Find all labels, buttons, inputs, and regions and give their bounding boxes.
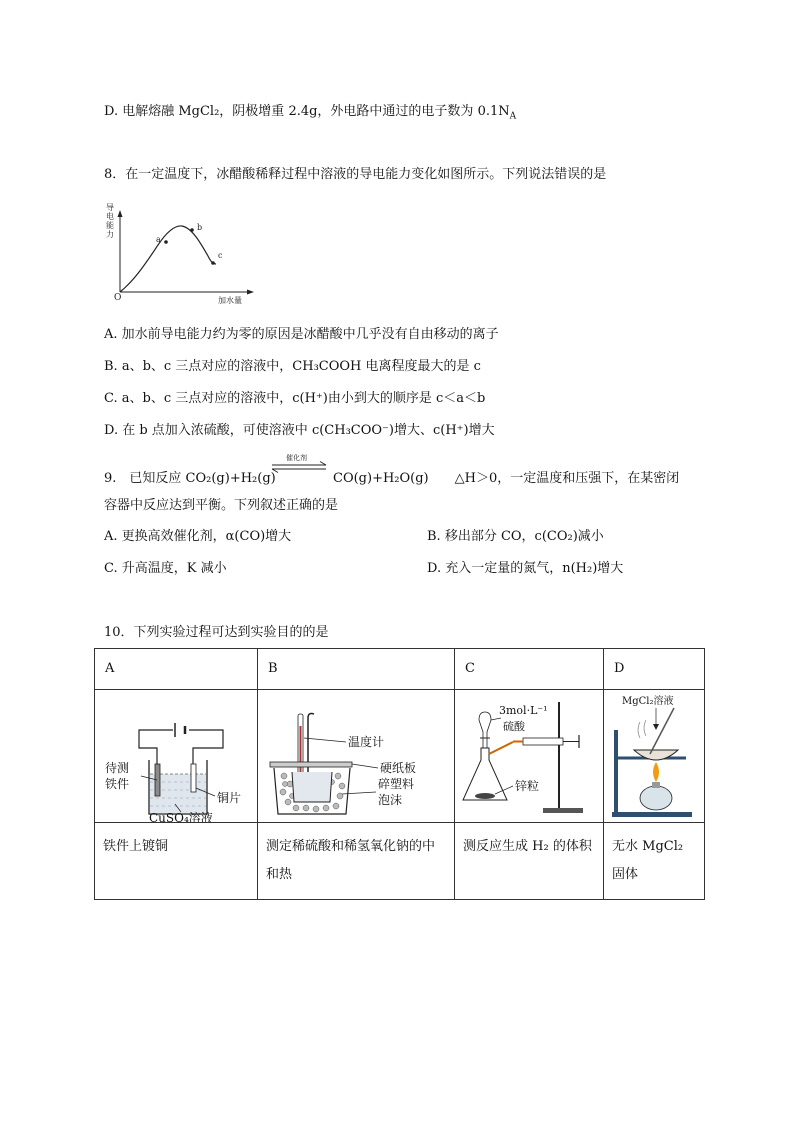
q8-option-c: C. a、b、c 三点对应的溶液中，c(H⁺)由小到大的顺序是 c＜a＜b xyxy=(104,391,486,406)
gas-volume-diagram xyxy=(455,690,603,822)
q9-stem-line2: 容器中反应达到平衡。下列叙述正确的是 xyxy=(104,498,339,513)
y-axis-label-char: 电 xyxy=(106,212,114,221)
label-foam-2: 泡沫 xyxy=(378,793,403,807)
origin-label: O xyxy=(114,293,122,303)
y-axis-arrow xyxy=(118,210,123,217)
y-axis-label-char: 导 xyxy=(106,203,114,212)
cardboard xyxy=(270,762,352,767)
label-mgcl2-solution: MgCl₂溶液 xyxy=(622,696,674,707)
alcohol-lamp xyxy=(640,786,672,810)
calorimeter-diagram xyxy=(258,690,454,822)
q9-option-a: A. 更换高效催化剂，α(CO)增大 xyxy=(104,529,292,544)
x-axis-arrow xyxy=(247,290,254,295)
diagram-cell-a xyxy=(95,690,258,823)
diagram-cell-b xyxy=(258,690,455,823)
conical-flask xyxy=(463,748,507,800)
label-part-to-test-1: 待测 xyxy=(105,761,130,775)
point-a xyxy=(164,240,168,244)
q9-option-c: C. 升高温度，K 减小 xyxy=(104,561,227,576)
purpose-b: 测定稀硫酸和稀氢氧化钠的中和热 xyxy=(266,839,436,882)
purpose-cell-c xyxy=(455,823,604,900)
flame xyxy=(653,762,659,782)
header-cell-b xyxy=(258,649,455,690)
q8-stem: 8．在一定温度下，冰醋酸稀释过程中溶液的导电能力变化如图所示。下列说法错误的是 xyxy=(104,167,607,182)
y-axis-label xyxy=(106,202,114,239)
q7-option-d xyxy=(104,103,516,126)
equilibrium-arrow-icon xyxy=(270,452,328,478)
label-copper: 铜片 xyxy=(217,791,242,805)
q8-option-d: D. 在 b 点加入浓硫酸，可使溶液中 c(CH₃COO⁻)增大、c(H⁺)增大 xyxy=(104,423,495,438)
point-c xyxy=(211,261,215,265)
q9-stem-right: CO(g)+H₂O(g) △H＞0，一定温度和压强下，在某密闭 xyxy=(333,471,680,486)
zinc-granules xyxy=(475,793,495,799)
label-zinc: 锌粒 xyxy=(515,779,540,793)
purpose-a: 铁件上镀铜 xyxy=(103,839,169,854)
q9-option-d: D. 充入一定量的氮气，n(H₂)增大 xyxy=(427,561,624,576)
q9-stem-left: 9. 已知反应 CO₂(g)+H₂(g) xyxy=(104,471,276,486)
q8-option-b: B. a、b、c 三点对应的溶液中，CH₃COOH 电离程度最大的是 c xyxy=(104,359,481,374)
label-cardboard: 硬纸板 xyxy=(380,761,417,775)
catalyst-label: 催化剂 xyxy=(286,454,307,462)
purpose-cell-d xyxy=(604,823,705,900)
electroplating-diagram xyxy=(95,690,257,822)
conductivity-graph xyxy=(100,200,260,305)
q10-stem: 10．下列实验过程可达到实验目的的是 xyxy=(104,625,329,640)
header-cell-c xyxy=(455,649,604,690)
y-axis-label-char: 力 xyxy=(106,230,114,239)
q8-option-a: A. 加水前导电能力约为零的原因是冰醋酸中几乎没有自由移动的离子 xyxy=(104,327,499,342)
purpose-c: 测反应生成 H₂ 的体积 xyxy=(463,839,592,854)
copper-electrode xyxy=(191,764,196,792)
stand-base xyxy=(612,812,692,817)
table-header-row xyxy=(95,649,705,690)
label-thermometer: 温度计 xyxy=(348,735,385,749)
purpose-d: 无水 MgCl₂ 固体 xyxy=(612,839,684,882)
header-d: D xyxy=(614,661,625,676)
inner-beaker xyxy=(292,772,332,802)
header-cell-a xyxy=(95,649,258,690)
label-sulfuric-acid: 硫酸 xyxy=(503,720,525,733)
stand-base xyxy=(543,808,583,813)
y-axis-label-char: 能 xyxy=(106,221,114,230)
point-b-label: b xyxy=(197,223,203,232)
glass-rod xyxy=(650,708,674,754)
x-axis-label: 加水量 xyxy=(218,296,242,305)
separatory-funnel xyxy=(479,712,491,748)
label-acid-concentration: 3mol·L⁻¹ xyxy=(499,704,548,717)
evaporation-diagram xyxy=(604,690,704,822)
header-b: B xyxy=(268,661,278,676)
diagram-cell-c xyxy=(455,690,604,823)
q9-option-b: B. 移出部分 CO，c(CO₂)减小 xyxy=(427,529,604,544)
header-c: C xyxy=(465,661,475,676)
diagram-cell-d xyxy=(604,690,705,823)
q7-option-d-text: D. 电解熔融 MgCl₂，阴极增重 2.4g，外电路中通过的电子数为 0.1N xyxy=(104,104,510,119)
table-diagram-row xyxy=(95,690,705,823)
label-foam-1: 碎塑料 xyxy=(378,777,415,791)
label-cuso4: CuSO₄溶液 xyxy=(149,811,213,822)
purpose-cell-a xyxy=(95,823,258,900)
header-a: A xyxy=(105,661,115,676)
iron-stand-rod xyxy=(614,730,618,814)
conductivity-curve xyxy=(120,226,216,292)
syringe xyxy=(523,738,563,745)
point-b xyxy=(190,228,194,232)
header-cell-d xyxy=(604,649,705,690)
point-a-label: a xyxy=(156,235,161,244)
label-part-to-test-2: 铁件 xyxy=(105,777,130,791)
table-purpose-row xyxy=(95,823,705,900)
point-c-label: c xyxy=(218,251,223,260)
q7-option-d-sub: A xyxy=(509,111,517,122)
purpose-cell-b xyxy=(258,823,455,900)
experiment-table xyxy=(94,648,705,900)
